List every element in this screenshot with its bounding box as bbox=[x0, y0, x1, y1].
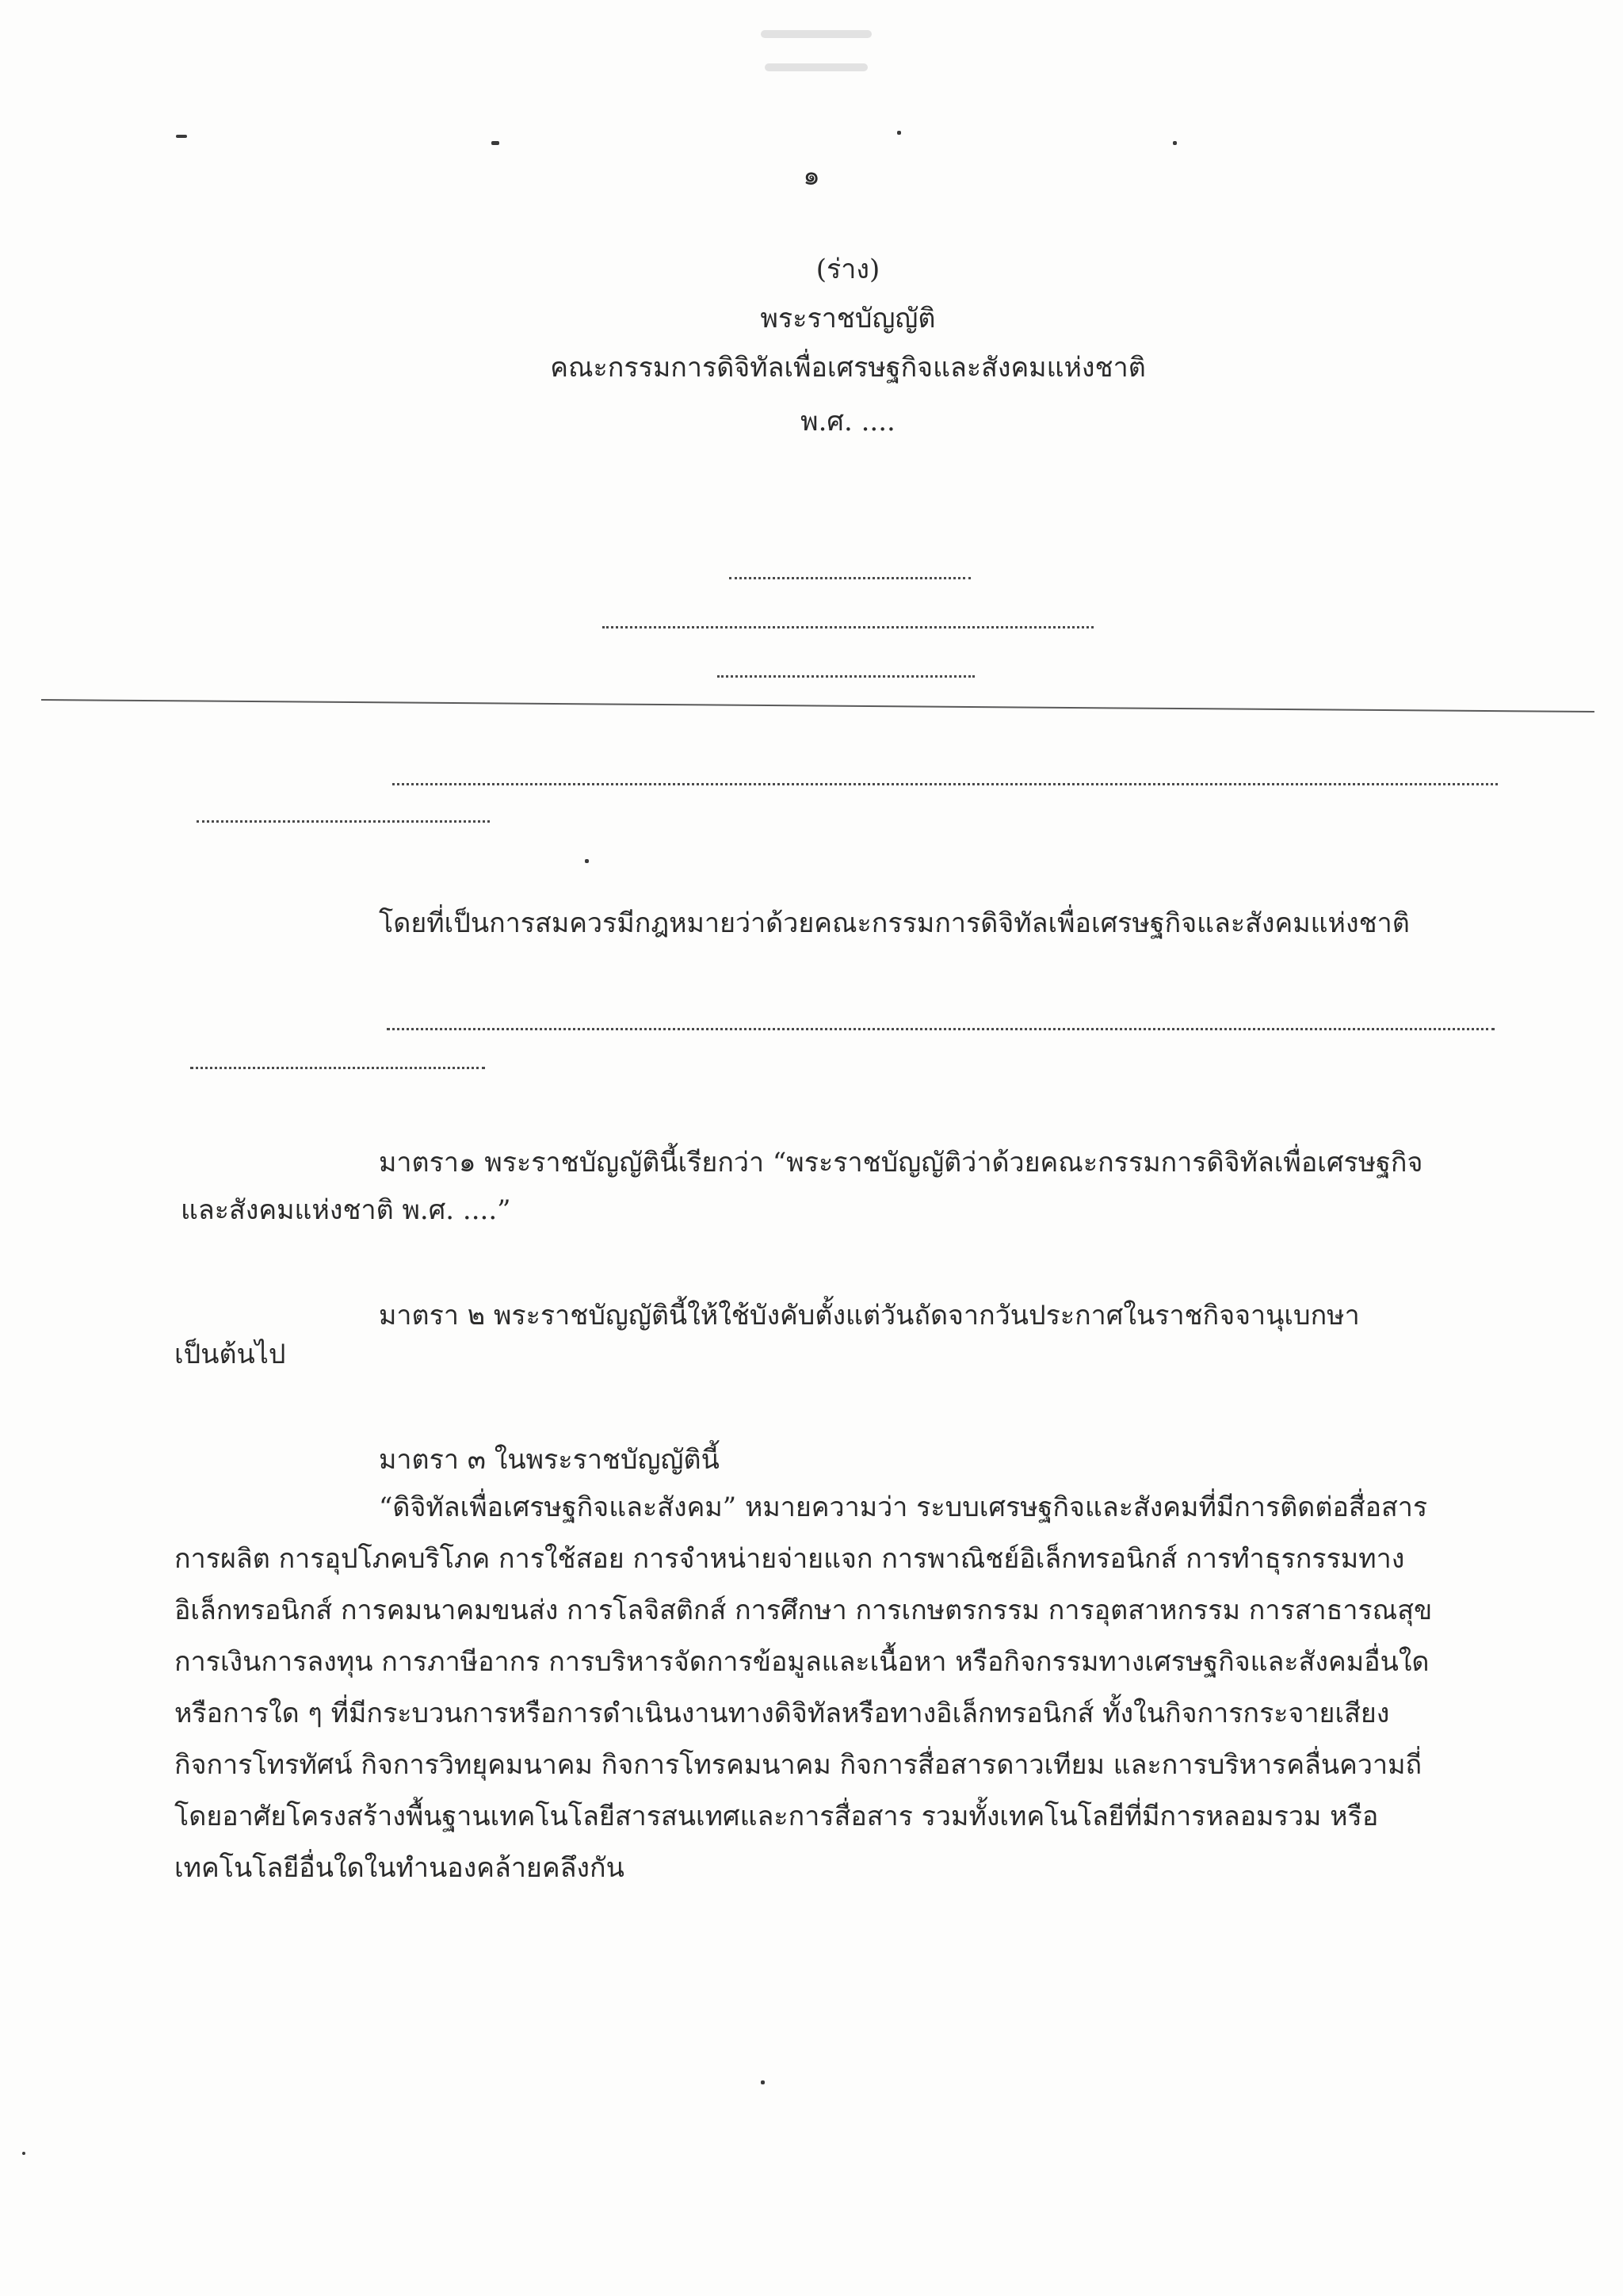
scan-speck bbox=[897, 131, 901, 135]
blank-line bbox=[717, 675, 975, 678]
blank-line bbox=[729, 577, 971, 579]
scan-speck bbox=[491, 141, 499, 145]
document-title: คณะกรรมการดิจิทัลเพื่อเศรษฐกิจและสังคมแห่งชาติ bbox=[550, 352, 1146, 384]
section-2-line-2: เป็นต้นไป bbox=[174, 1339, 286, 1370]
page-number: ๑ bbox=[803, 160, 820, 192]
blank-line bbox=[392, 783, 1498, 785]
year-label: พ.ศ. .... bbox=[800, 406, 896, 437]
section-3-line-1: “ดิจิทัลเพื่อเศรษฐกิจและสังคม” หมายความว่า ระบบเศรษฐกิจและสังคมที่มีการติดต่อสื่อสาร bbox=[379, 1492, 1428, 1523]
scan-smudge bbox=[765, 63, 868, 71]
section-3-line-5: หรือการใด ๆ ที่มีกระบวนการหรือการดำเนินงานทางดิจิทัลหรือทางอิเล็กทรอนิกส์ ทั้งในกิจการกระจายเสียง bbox=[174, 1698, 1390, 1729]
scan-speck bbox=[22, 2152, 25, 2155]
section-3-line-2: การผลิต การอุปโภคบริโภค การใช้สอย การจำหน่ายจ่ายแจก การพาณิชย์อิเล็กทรอนิกส์ การทำธุรกรรมทาง bbox=[174, 1543, 1405, 1575]
blank-line bbox=[602, 626, 1094, 628]
scan-speck bbox=[585, 859, 589, 863]
scan-speck bbox=[176, 135, 187, 138]
section-1-line-1: มาตรา๑ พระราชบัญญัตินี้เรียกว่า “พระราชบัญญัติว่าด้วยคณะกรรมการดิจิทัลเพื่อเศรษฐกิจ bbox=[379, 1147, 1423, 1179]
draft-label: (ร่าง) bbox=[815, 254, 880, 285]
scan-speck bbox=[1173, 141, 1177, 145]
preamble-text: โดยที่เป็นการสมควรมีกฎหมายว่าด้วยคณะกรรมการดิจิทัลเพื่อเศรษฐกิจและสังคมแห่งชาติ bbox=[379, 907, 1410, 939]
section-3-line-7: โดยอาศัยโครงสร้างพื้นฐานเทคโนโลยีสารสนเทศและการสื่อสาร รวมทั้งเทคโนโลยีที่มีการหลอมรวม หรือ bbox=[174, 1801, 1379, 1832]
section-3-heading: มาตรา ๓ ในพระราชบัญญัตินี้ bbox=[379, 1444, 720, 1476]
blank-line bbox=[197, 820, 490, 823]
scan-speck bbox=[761, 2080, 765, 2084]
section-2-line-1: มาตรา ๒ พระราชบัญญัตินี้ให้ใช้บังคับตั้งแต่วันถัดจากวันประกาศในราชกิจจานุเบกษา bbox=[379, 1300, 1360, 1331]
section-3-line-6: กิจการโทรทัศน์ กิจการวิทยุคมนาคม กิจการโทรคมนาคม กิจการสื่อสารดาวเทียม และการบริหารคลื่นความถี่ bbox=[174, 1749, 1423, 1781]
section-1-line-2: และสังคมแห่งชาติ พ.ศ. ....” bbox=[181, 1194, 511, 1226]
section-3-line-8: เทคโนโลยีอื่นใดในทำนองคล้ายคลึงกัน bbox=[174, 1852, 624, 1884]
scan-smudge bbox=[761, 30, 872, 38]
section-3-line-3: อิเล็กทรอนิกส์ การคมนาคมขนส่ง การโลจิสติกส์ การศึกษา การเกษตรกรรม การอุตสาหกรรม การสาธารณสุข bbox=[174, 1595, 1433, 1626]
section-3-line-4: การเงินการลงทุน การภาษีอากร การบริหารจัดการข้อมูลและเนื้อหา หรือกิจกรรมทางเศรษฐกิจและสังคมอื่นใด bbox=[174, 1646, 1430, 1678]
act-label: พระราชบัญญัติ bbox=[760, 303, 936, 334]
blank-line bbox=[190, 1067, 485, 1069]
blank-line bbox=[387, 1028, 1495, 1030]
separator-rule bbox=[41, 699, 1594, 712]
